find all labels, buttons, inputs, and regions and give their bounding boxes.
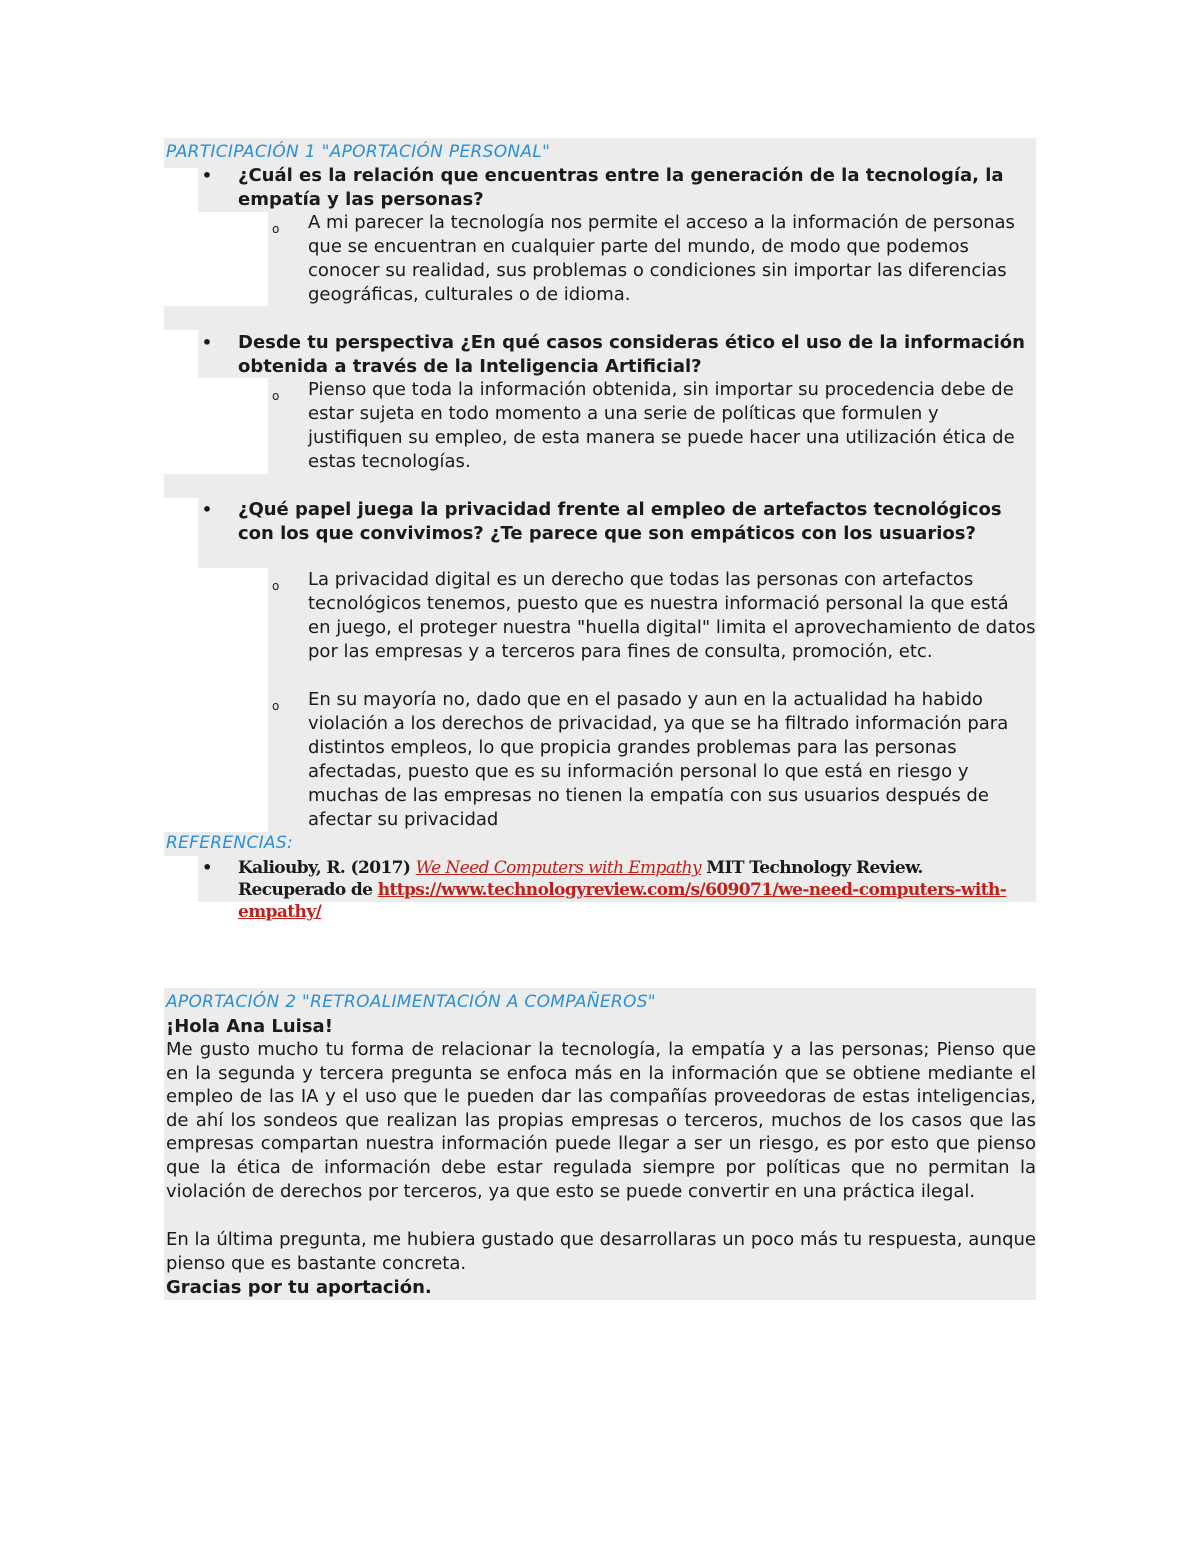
reference-title-link[interactable]: We Need Computers with Empathy — [415, 858, 701, 878]
reference-text — [238, 857, 1034, 923]
greeting: ¡Hola Ana Luisa! — [166, 1016, 333, 1037]
question-text: Desde tu perspectiva ¿En qué casos consideras ético el uso de la información obtenida a través de la Inteligencia Artificial? — [238, 332, 1025, 377]
section-heading-aportacion: APORTACIÓN 2 "RETROALIMENTACIÓN A COMPAÑEROS" — [166, 992, 656, 1012]
answer-text: A mi parecer la tecnología nos permite el acceso a la información de personas que se encuentran en cualquier parte del mundo, de modo que podemos conocer su realidad, sus problemas o condiciones sin importar las diferencias geográficas, culturales o de idioma. — [308, 212, 1015, 305]
circle-bullet-icon: o — [272, 579, 280, 593]
circle-bullet-icon: o — [272, 699, 280, 713]
question-text: ¿Qué papel juega la privacidad frente al empleo de artefactos tecnológicos con los que convivimos? ¿Te parece que son empáticos con los usuarios? — [238, 499, 1002, 544]
bullet-icon: • — [201, 333, 213, 352]
section-heading-participacion: PARTICIPACIÓN 1 "APORTACIÓN PERSONAL" — [166, 142, 551, 162]
reference-url-link[interactable]: https://www.technologyreview.com/s/609071/we-need-computers-with-empathy/ — [238, 880, 1007, 922]
highlight-block — [164, 306, 1036, 330]
circle-bullet-icon: o — [272, 222, 280, 236]
highlight-block — [164, 474, 1036, 498]
feedback-paragraph: En la última pregunta, me hubiera gustado que desarrollaras un poco más tu respuesta, aunque pienso que es bastante concreta. — [166, 1229, 1036, 1274]
reference-item — [200, 857, 1034, 922]
question-text: ¿Cuál es la relación que encuentras entre la generación de la tecnología, la empatía y las personas? — [238, 165, 1004, 210]
answer-text: La privacidad digital es un derecho que todas las personas con artefactos tecnológicos tenemos, puesto que es nuestra informació personal la que está en juego, el proteger nuestra "huella digital" limita el aprovechamiento de datos por las empresas y a terceros para fines de consulta, promoción, etc. — [308, 569, 1036, 662]
question-item — [200, 498, 1034, 569]
question-item — [200, 331, 1034, 379]
reference-source: MIT Technology Review. Recuperado de — [238, 858, 923, 900]
answer-item — [270, 568, 1036, 688]
feedback-paragraph: Me gusto mucho tu forma de relacionar la tecnología, la empatía y a las personas; Pienso que en la segunda y tercera pregunta se enfoca más en la información que se obtiene mediante el empleo de las IA y el uso que le pueden dar las compañías proveedoras de estas inteligencias, de ahí los sondeos que realizan las propias empresas o terceros, muchos de los casos que las empresas compartan nuestra información puede llegar a ser un riesgo, es por esto que pienso que la ética de información debe estar regulada siempre por políticas que no permitan la violación de derechos por terceros, ya que esto se puede convertir en una práctica ilegal. — [166, 1039, 1036, 1202]
bullet-icon: • — [201, 166, 213, 185]
answer-text: En su mayoría no, dado que en el pasado y aun en la actualidad ha habido violación a los derechos de privacidad, ya que se ha filtrado información para distintos empleos, lo que propicia grandes problemas para las personas afectadas, puesto que es su información personal lo que está en riesgo y muchas de las empresas no tienen la empatía con sus usuarios después de afectar su privacidad — [308, 689, 1009, 830]
answer-item — [270, 688, 1036, 832]
bullet-icon: • — [202, 858, 212, 877]
highlight-block — [164, 832, 1036, 856]
circle-bullet-icon: o — [272, 389, 280, 403]
bullet-icon: • — [201, 500, 213, 519]
reference-author: Kaliouby, R. (2017) — [238, 858, 416, 878]
section-heading-referencias: REFERENCIAS: — [166, 833, 293, 853]
answer-text: Pienso que toda la información obtenida, sin importar su procedencia debe de estar sujeta en todo momento a una serie de políticas que formulen y justifiquen su empleo, de esta manera se puede hacer una utilización ética de estas tecnologías. — [308, 379, 1015, 472]
answer-item — [270, 378, 1036, 474]
question-item — [200, 164, 1034, 212]
closing-text: Gracias por tu aportación. — [166, 1277, 432, 1298]
answer-item — [270, 211, 1036, 307]
